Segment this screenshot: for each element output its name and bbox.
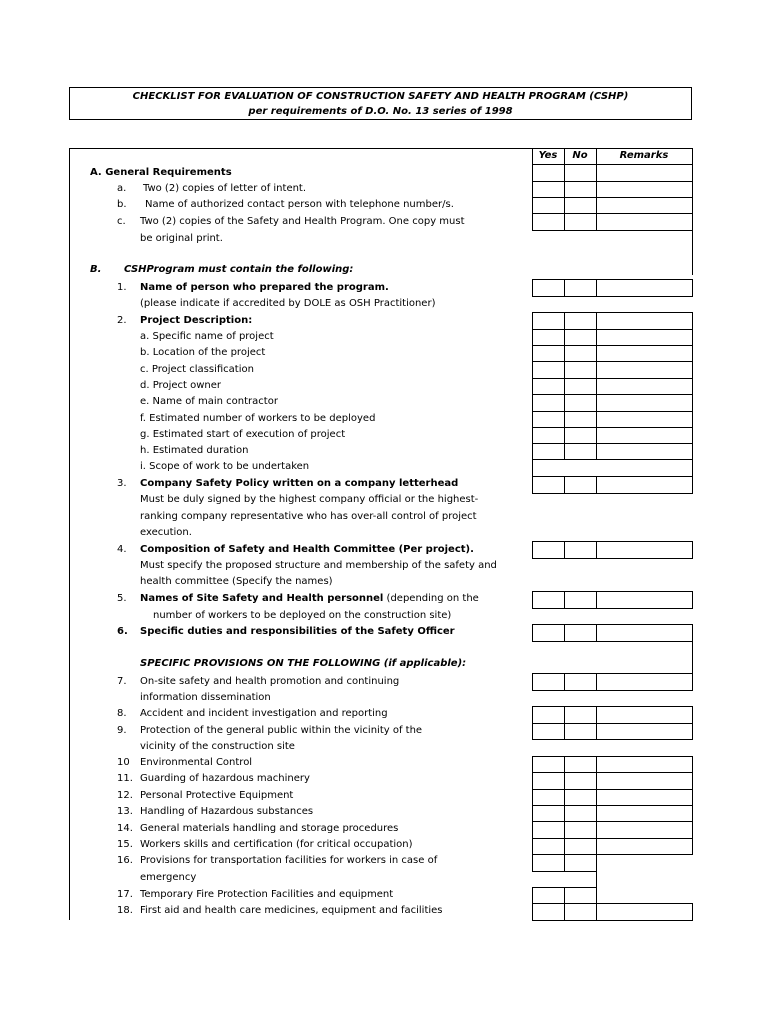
item-7-line1: On-site safety and health promotion and continuing (140, 676, 400, 687)
no-checkbox-cell (564, 476, 597, 494)
item-11-line1: Guarding of hazardous machinery (140, 773, 310, 784)
section-a-title: A. General Requirements (90, 167, 232, 178)
yes-checkbox-cell (532, 821, 565, 839)
item-7-line2: information dissemination (140, 692, 271, 703)
item-4-line1: Must specify the proposed structure and membership of the safety and (140, 560, 497, 571)
item-14-line1: General materials handling and storage procedures (140, 823, 399, 834)
item-2g: g. Estimated start of execution of project (140, 429, 346, 440)
item-b-text: Name of authorized contact person with telephone number/s. (145, 199, 454, 210)
no-checkbox-cell (564, 181, 597, 198)
item-c-marker: c. (117, 216, 126, 227)
item-2-title: Project Description: (140, 315, 253, 326)
no-checkbox-cell (564, 805, 597, 822)
item-2f: f. Estimated number of workers to be deployed (140, 413, 376, 424)
remarks-cell (596, 378, 693, 395)
item-5-title-rest: (depending on the (383, 593, 479, 604)
yes-checkbox-cell (532, 772, 565, 790)
item-15-number: 15. (117, 839, 133, 850)
yes-checkbox-cell (532, 541, 565, 559)
item-4-line2: health committee (Specify the names) (140, 576, 333, 587)
item-10-number: 10 (117, 757, 130, 768)
item-7-number: 7. (117, 676, 127, 687)
yes-checkbox-cell (532, 805, 565, 822)
section-b-title: CSHProgram must contain the following: (124, 264, 354, 275)
remarks-cell (596, 821, 693, 839)
yes-checkbox-cell (532, 394, 565, 412)
no-checkbox-cell (564, 821, 597, 839)
remarks-cell (596, 361, 693, 379)
yes-checkbox-cell (532, 887, 565, 904)
yes-checkbox-cell (532, 723, 565, 740)
no-checkbox-cell (564, 854, 597, 872)
yes-checkbox-cell (532, 789, 565, 806)
yes-checkbox-cell (532, 903, 565, 921)
item-3-line3: execution. (140, 527, 192, 538)
item-3-title: Company Safety Policy written on a company letterhead (140, 478, 459, 489)
remarks-cell (596, 164, 693, 182)
item-2e: e. Name of main contractor (140, 396, 278, 407)
remarks-cell (596, 706, 693, 724)
remarks-cell (596, 181, 693, 198)
item-8-number: 8. (117, 708, 127, 719)
item-2h: h. Estimated duration (140, 445, 249, 456)
no-checkbox-cell (564, 164, 597, 182)
remarks-cell-edge (596, 854, 597, 887)
item-16-number: 16. (117, 855, 133, 866)
item-a-marker: a. (117, 183, 127, 194)
table-right-border-lower (692, 641, 693, 674)
item-5-title: Names of Site Safety and Health personnel (140, 593, 384, 604)
no-checkbox-cell (564, 838, 597, 855)
item-2b: b. Location of the project (140, 347, 266, 358)
no-checkbox-cell (564, 903, 597, 921)
table-left-border (69, 148, 70, 920)
remarks-column-header: Remarks (619, 150, 669, 161)
remarks-cell (596, 541, 693, 559)
remarks-cell (596, 805, 693, 822)
no-column-header: No (572, 150, 588, 161)
remarks-cell (596, 772, 693, 790)
remarks-cell (596, 789, 693, 806)
remarks-cell (596, 476, 693, 494)
yes-checkbox-cell (532, 197, 565, 214)
item-9-number: 9. (117, 725, 127, 736)
yes-checkbox-cell (532, 673, 565, 691)
remarks-cell (596, 723, 693, 740)
yes-column-header: Yes (538, 150, 558, 161)
item-c-text: Two (2) copies of the Safety and Health Program. One copy must (140, 216, 465, 227)
remarks-cell (596, 756, 693, 773)
item-5-number: 5. (117, 593, 127, 604)
document-title: CHECKLIST FOR EVALUATION OF CONSTRUCTION SAFETY AND HEALTH PROGRAM (CSHP) (132, 91, 629, 102)
no-checkbox-cell (564, 312, 597, 330)
item-b-marker: b. (117, 199, 127, 210)
no-checkbox-cell (564, 723, 597, 740)
no-checkbox-cell (564, 673, 597, 691)
item-11-number: 11. (117, 773, 133, 784)
remarks-cell (596, 903, 693, 921)
no-checkbox-cell (564, 213, 597, 231)
item-17-number: 17. (117, 889, 133, 900)
section-b-marker: B. (90, 264, 102, 275)
yes-checkbox-cell (532, 213, 565, 231)
item-5-line1 (140, 593, 479, 605)
yes-checkbox-cell (532, 706, 565, 724)
remarks-cell (596, 345, 693, 362)
item-5-line2: number of workers to be deployed on the construction site) (153, 610, 452, 621)
yes-checkbox-cell (532, 378, 565, 395)
item-18-line1: First aid and health care medicines, equipment and facilities (140, 905, 443, 916)
yes-checkbox-cell (532, 329, 565, 346)
remarks-cell (596, 213, 693, 231)
item-13-line1: Handling of Hazardous substances (140, 806, 314, 817)
remarks-cell-edge (596, 887, 597, 903)
no-checkbox-cell (564, 411, 597, 428)
item-1-subtext: (please indicate if accredited by DOLE as OSH Practitioner) (140, 298, 436, 309)
item-9-line2: vicinity of the construction site (140, 741, 295, 752)
item-13-number: 13. (117, 806, 133, 817)
no-checkbox-cell (564, 345, 597, 362)
item-2d: d. Project owner (140, 380, 221, 391)
no-checkbox-cell (564, 197, 597, 214)
item-a-text: Two (2) copies of letter of intent. (143, 183, 307, 194)
item-c-text-cont: be original print. (140, 233, 223, 244)
no-checkbox-cell (564, 394, 597, 412)
item-9-line1: Protection of the general public within the vicinity of the (140, 725, 423, 736)
item-12-number: 12. (117, 790, 133, 801)
no-checkbox-cell (564, 772, 597, 790)
no-checkbox-cell (564, 789, 597, 806)
remarks-cell (596, 673, 693, 691)
no-checkbox-cell (564, 279, 597, 297)
title-box (69, 87, 692, 120)
item-16-line2: emergency (140, 872, 197, 883)
item-8-line1: Accident and incident investigation and reporting (140, 708, 388, 719)
yes-checkbox-cell (532, 624, 565, 642)
remarks-cell (596, 279, 693, 297)
item-2c: c. Project classification (140, 364, 254, 375)
item-10-line1: Environmental Control (140, 757, 253, 768)
yes-checkbox-cell (532, 854, 565, 872)
remarks-cell (596, 312, 693, 330)
remarks-cell (596, 591, 693, 609)
item-1-title: Name of person who prepared the program. (140, 282, 389, 293)
item-2a: a. Specific name of project (140, 331, 274, 342)
item-4-number: 4. (117, 544, 127, 555)
item-4-title: Composition of Safety and Health Committee (Per project). (140, 544, 474, 555)
yes-checkbox-cell (532, 279, 565, 297)
yes-checkbox-cell (532, 345, 565, 362)
remarks-cell (596, 394, 693, 412)
no-checkbox-cell (564, 887, 597, 904)
remarks-cell (596, 838, 693, 855)
remarks-cell (596, 411, 693, 428)
item-6-number: 6. (117, 626, 128, 637)
no-checkbox-cell (564, 361, 597, 379)
yes-checkbox-cell (532, 164, 565, 182)
yes-checkbox-cell (532, 312, 565, 330)
item-17-line1: Temporary Fire Protection Facilities and equipment (140, 889, 394, 900)
scope-row-cell (532, 459, 693, 477)
item-12-line1: Personal Protective Equipment (140, 790, 294, 801)
no-checkbox-cell (564, 541, 597, 559)
item-18-number: 18. (117, 905, 133, 916)
item-2-number: 2. (117, 315, 127, 326)
yes-checkbox-cell (532, 411, 565, 428)
no-checkbox-cell (564, 756, 597, 773)
yes-checkbox-cell (532, 181, 565, 198)
no-checkbox-cell (564, 378, 597, 395)
item-15-line1: Workers skills and certification (for critical occupation) (140, 839, 413, 850)
remarks-cell (596, 624, 693, 642)
yes-checkbox-cell (532, 591, 565, 609)
yes-checkbox-cell (532, 476, 565, 494)
no-checkbox-cell (564, 624, 597, 642)
yes-checkbox-cell (532, 838, 565, 855)
remarks-cell (596, 197, 693, 214)
document-subtitle: per requirements of D.O. No. 13 series of 1998 (248, 106, 513, 117)
item-14-number: 14. (117, 823, 133, 834)
item-3-line2: ranking company representative who has over-all control of project (140, 511, 477, 522)
item-2i: i. Scope of work to be undertaken (140, 461, 310, 472)
item-3-line1: Must be duly signed by the highest company official or the highest- (140, 494, 479, 505)
item-1-number: 1. (117, 282, 127, 293)
item-3-number: 3. (117, 478, 127, 489)
item-6-title: Specific duties and responsibilities of the Safety Officer (140, 626, 455, 637)
specific-provisions-title: SPECIFIC PROVISIONS ON THE FOLLOWING (if applicable): (140, 658, 467, 669)
yes-checkbox-cell (532, 756, 565, 773)
item-16-line1: Provisions for transportation facilities for workers in case of (140, 855, 438, 866)
remarks-cell (596, 329, 693, 346)
no-checkbox-cell (564, 591, 597, 609)
no-checkbox-cell (564, 706, 597, 724)
no-checkbox-cell (564, 329, 597, 346)
yes-checkbox-cell (532, 361, 565, 379)
